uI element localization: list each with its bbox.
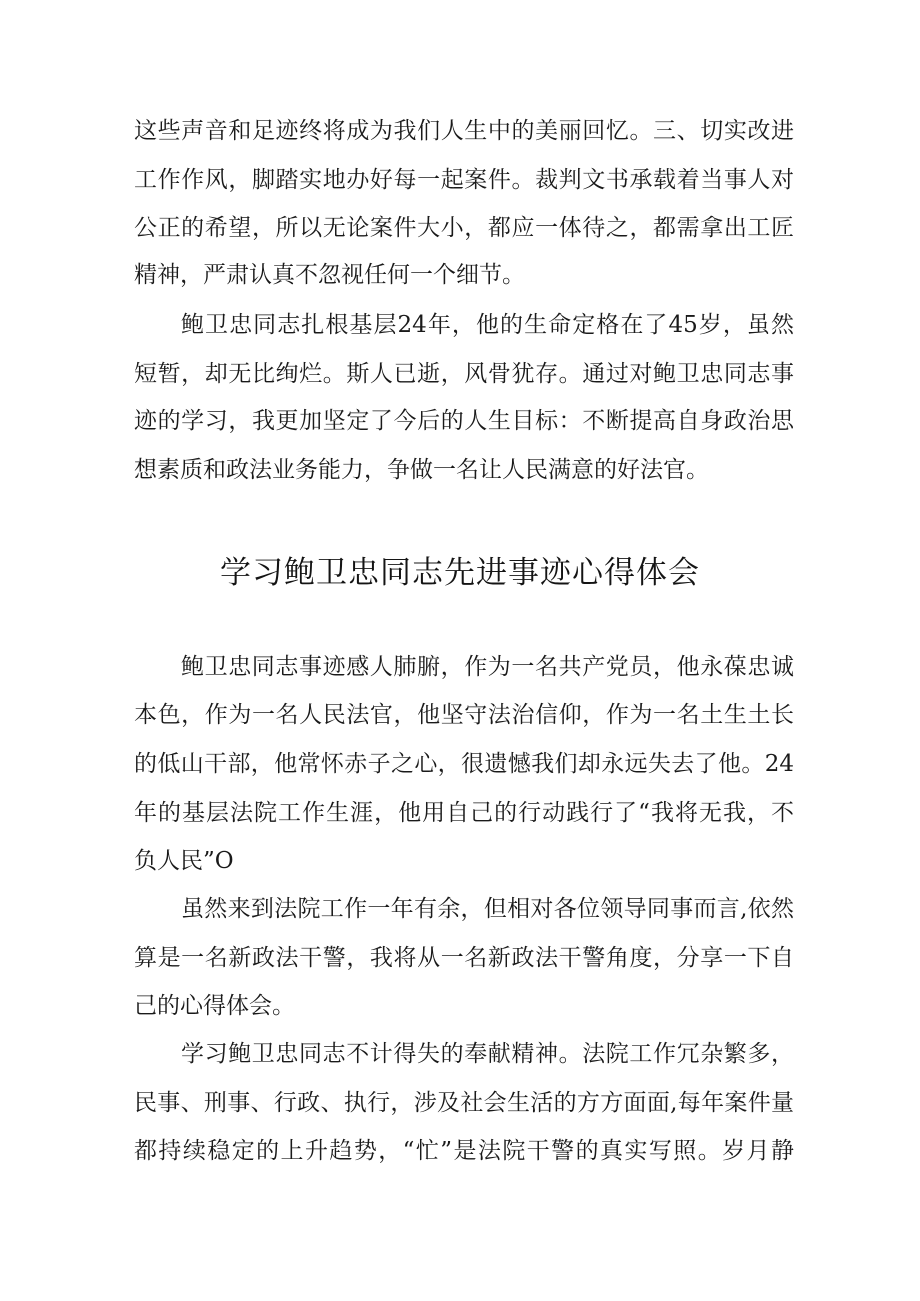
paragraph-line: 己的心得体会。	[134, 993, 295, 1019]
paragraph-line: 本色，作为一名人民法官，他坚守法治信仰，作为一名土生土长	[134, 702, 794, 728]
paragraph-line: 都持续稳定的上升趋势，“忙”是法院干警的真实写照。岁月静	[134, 1138, 794, 1164]
paragraph-line: 鲍卫忠同志扎根基层24年，他的生命定格在了45岁，虽然	[181, 312, 794, 338]
paragraph-line: 迹的学习，我更加坚定了今后的人生目标：不断提高自身政治思	[134, 408, 794, 434]
paragraph-line: 想素质和政法业务能力，争做一名让人民满意的好法官。	[134, 457, 709, 483]
paragraph-line: 负人民”O	[134, 848, 234, 874]
paragraph-line: 这些声音和足迹终将成为我们人生中的美丽回忆。三、切实改进	[134, 118, 794, 144]
document-title: 学习鲍卫忠同志先进事迹心得体会	[220, 555, 700, 591]
paragraph-line: 算是一名新政法干警，我将从一名新政法干警角度，分享一下自	[134, 945, 794, 971]
paragraph-line: 精神，严肃认真不忽视任何一个细节。	[134, 262, 525, 288]
paragraph-line: 民事、刑事、行政、执行，涉及社会生活的方方面面,每年案件量	[134, 1090, 794, 1116]
paragraph-line: 年的基层法院工作生涯，他用自己的行动践行了“我将无我，不	[134, 800, 794, 826]
paragraph-line: 公正的希望，所以无论案件大小，都应一体待之，都需拿出工匠	[134, 215, 794, 241]
paragraph-line: 虽然来到法院工作一年有余，但相对各位领导同事而言,依然	[181, 896, 794, 922]
paragraph-line: 鲍卫忠同志事迹感人肺腑，作为一名共产党员，他永葆忠诚	[181, 654, 794, 680]
paragraph-line: 工作作风，脚踏实地办好每一起案件。裁判文书承载着当事人对	[134, 167, 794, 193]
paragraph-line: 学习鲍卫忠同志不计得失的奉献精神。法院工作冗杂繁多，	[181, 1041, 794, 1067]
paragraph-line: 短暂，却无比绚烂。斯人已逝，风骨犹存。通过对鲍卫忠同志事	[134, 361, 794, 387]
paragraph-line: 的低山干部，他常怀赤子之心，很遗憾我们却永远失去了他。24	[134, 751, 794, 777]
